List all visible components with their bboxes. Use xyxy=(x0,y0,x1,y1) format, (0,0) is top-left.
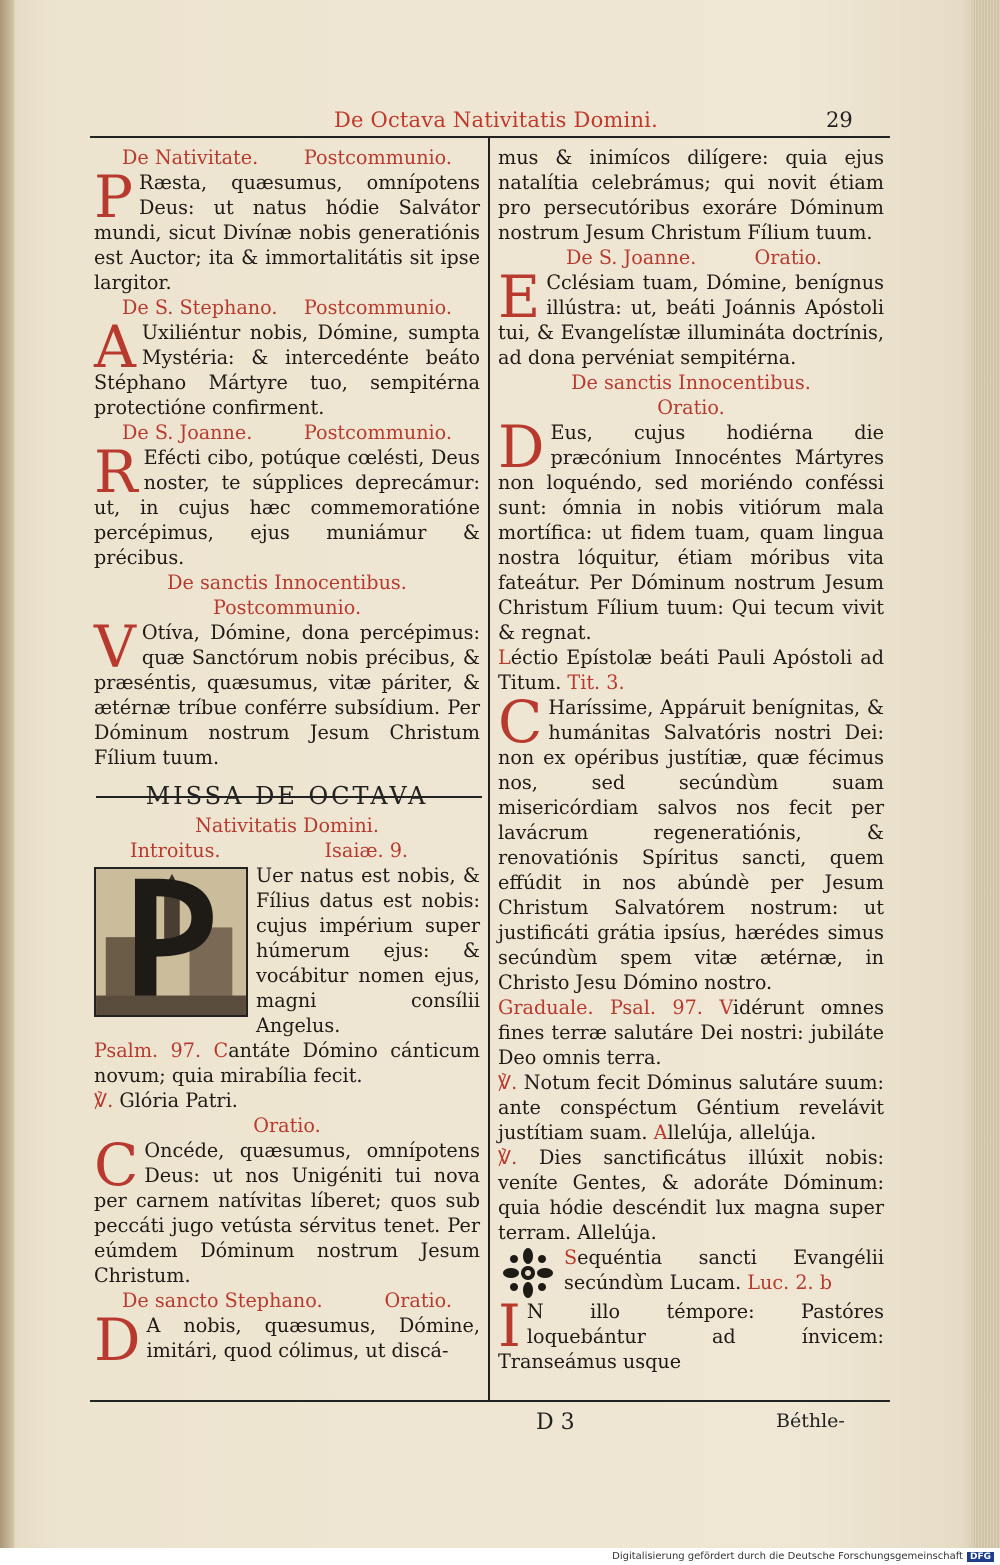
initial-letter: D xyxy=(94,1306,141,1374)
page-number: 29 xyxy=(826,108,853,132)
oratio-innocentibus: D Eus, cujus hodiérna die præcónium Innocéntes Mártyres non loquéndo, sed moriéndo conféssi sunt: ómnia in nobis vitiórum mala mortífica: ut fidem tuam, quam lingua nostra lóquitur, étiam móribus vita fateátur. Per Dóminum nostrum Jesum Christum Fílium tuum: Qui tecum vivit & regnat. xyxy=(498,413,884,644)
oratio-stephano-cont: mus & inimícos dilígere: quia ejus natalítia celebrámus; qui novit étiam pro persecutóribus exoráre Dóminum nostrum Jesum Christum Fílium tuum. xyxy=(498,146,884,244)
page-edges xyxy=(974,0,1000,1548)
catchword: Béthle- xyxy=(776,1410,845,1432)
digitization-footer xyxy=(0,1548,1000,1565)
signature-mark: D 3 xyxy=(536,1410,575,1435)
versicle-dies: ℣. Dies sanctificátus illúxit nobis: veníte Gentes, & adoráte Dóminum: quia hódie descéndit lux magna super terram. Allelúja. xyxy=(498,1146,885,1244)
epistle-text: C Haríssime, Appáruit benígnitas, & humánitas Salvatóris nostri Dei: non ex opéribus justítiæ, quæ fécimus nos, sed secúndùm suam misericórdiam salvos nos fecit per lavácrum regeneratiónis, & renovatiónis Spíritus sancti, quem effúdit in nos abúndè per Jesum Christum Salvatórem nostrum: ut justificáti grátia ipsíus, hærédes simus secúndùm spem vitæ ætérnæ, in Christo Jesu Dómino nostro. xyxy=(498,688,884,994)
initial-letter: R xyxy=(94,438,138,506)
woodcut-image xyxy=(96,869,246,1015)
oratio-joanne: E Cclésiam tuam, Dómine, benígnus illústra: ut, beáti Joánnis Apóstoli tui, & Evangelístæ illumináta doctrínis, ad dona pervéniat sempitérna. xyxy=(498,263,884,369)
graduale-text: Graduale. Psal. 97. Vidérunt omnes fines terræ salutáre Dei nostri: jubiláte Deo omnis terra. xyxy=(498,996,884,1069)
prayer-nativitate: P Ræsta, quæsumus, omnípotens Deus: ut natus hódie Salvátor mundi, sicut Divínæ nobis generatiónis est Auctor; ita & immortalitátis sit ipse largitor. xyxy=(94,163,480,294)
sequentia-heading: Sequéntia sancti Evangélii secúndùm Lucam. Luc. 2. b xyxy=(564,1246,884,1294)
introit-text: Uer natus est nobis, & Fílius datus est nobis: cujus impérium super húmerum ejus: & vocábitur nomen ejus, magni consílii Angelus. xyxy=(256,864,480,1037)
heading-stephano: De S. Stephano. Postcommunio. xyxy=(122,296,452,319)
missa-subtitle: Nativitatis Domini. xyxy=(195,814,379,837)
initial-letter: V xyxy=(94,613,136,681)
dfg-logo: DFG xyxy=(967,1552,994,1562)
heading-oratio-right: Oratio. xyxy=(657,396,725,419)
gloria-line: ℣. Glória Patri. xyxy=(94,1089,238,1112)
heading-innocentibus: De sanctis Innocentibus. xyxy=(167,571,407,594)
heading-innocentibus-right: De sanctis Innocentibus. xyxy=(571,371,811,394)
footer-rule xyxy=(90,1400,890,1402)
woodcut-initial-p xyxy=(94,867,248,1017)
heading-joanne-oratio: De S. Joanne. Oratio. xyxy=(566,246,822,269)
initial-letter: A xyxy=(94,313,136,381)
missa-title: MISSA DE OCTAVA xyxy=(145,782,429,810)
prayer-joanne: R Efécti cibo, potúque cœlésti, Deus noster, te súpplices deprecámur: ut, in cujus hæc commemoratióne percépimus, ejus muniámur & précibus. xyxy=(94,438,480,569)
oratio-octave: C Oncéde, quæsumus, omnípotens Deus: ut nos Unigéniti tui nova per carnem natívitas líberet; quos sub peccáti jugo vetústa sérvitus tenet. Per eúmdem Dóminum nostrum Jesum Christum. xyxy=(94,1131,480,1287)
initial-letter: C xyxy=(94,1131,139,1199)
column-divider xyxy=(488,138,490,1400)
prayer-stephano: A Uxiliéntur nobis, Dómine, sumpta Mystéria: & intercedénte beáto Stéphano Mártyre tuo, sempitérna protectióne confirment. xyxy=(94,313,480,419)
heading-joanne: De S. Joanne. Postcommunio. xyxy=(122,421,452,444)
oratio-stephano: D A nobis, quæsumus, Dómine, imitári, quod cólimus, ut discá- xyxy=(94,1306,480,1374)
initial-letter: D xyxy=(498,413,545,481)
initial-letter: E xyxy=(498,263,541,331)
psalm-line: Psalm. 97. Cantáte Dómino cánticum novum; quia mirabília fecit. xyxy=(94,1039,480,1087)
initial-letter: P xyxy=(94,163,134,231)
digitization-note: Digitalisierung gefördert durch die Deutsche Forschungsgemeinschaft xyxy=(612,1551,963,1562)
heading-sancto-stephano: De sancto Stephano. Oratio. xyxy=(122,1289,452,1312)
heading-nativitate: De Nativitate. Postcommunio. xyxy=(122,146,452,169)
running-title: De Octava Nativitatis Domini. xyxy=(334,108,658,132)
versicle-notum: ℣. Notum fecit Dóminus salutáre suum: ante conspéctum Géntium revelávit justítiam suam. Allelúja, allelúja. xyxy=(498,1071,884,1144)
gutter-edge xyxy=(0,0,14,1548)
lectio-heading: Léctio Epístolæ beáti Pauli Apóstoli ad Titum. Tit. 3. xyxy=(498,646,884,694)
initial-letter: I xyxy=(498,1292,521,1360)
gospel-text: I N illo témpore: Pastóres loquebántur ad ínvicem: Transeámus usque xyxy=(498,1292,884,1373)
heading-oratio: Oratio. xyxy=(253,1114,321,1137)
initial-letter: C xyxy=(498,688,543,756)
left-column xyxy=(94,145,480,1374)
header-rule xyxy=(90,136,890,138)
heading-introitus: Introitus. Isaiæ. 9. xyxy=(130,839,408,862)
heading-postcommunio: Postcommunio. xyxy=(212,596,362,619)
prayer-innocentibus: V Otíva, Dómine, dona percépimus: quæ Sanctórum nobis précibus, & præséntis, quæsumus, vitæ páriter, & ætérnæ tríbue conférre subsídium. Per Dóminum nostrum Jesum Christum Fílium tuum. xyxy=(94,613,480,769)
right-column xyxy=(498,145,884,1374)
